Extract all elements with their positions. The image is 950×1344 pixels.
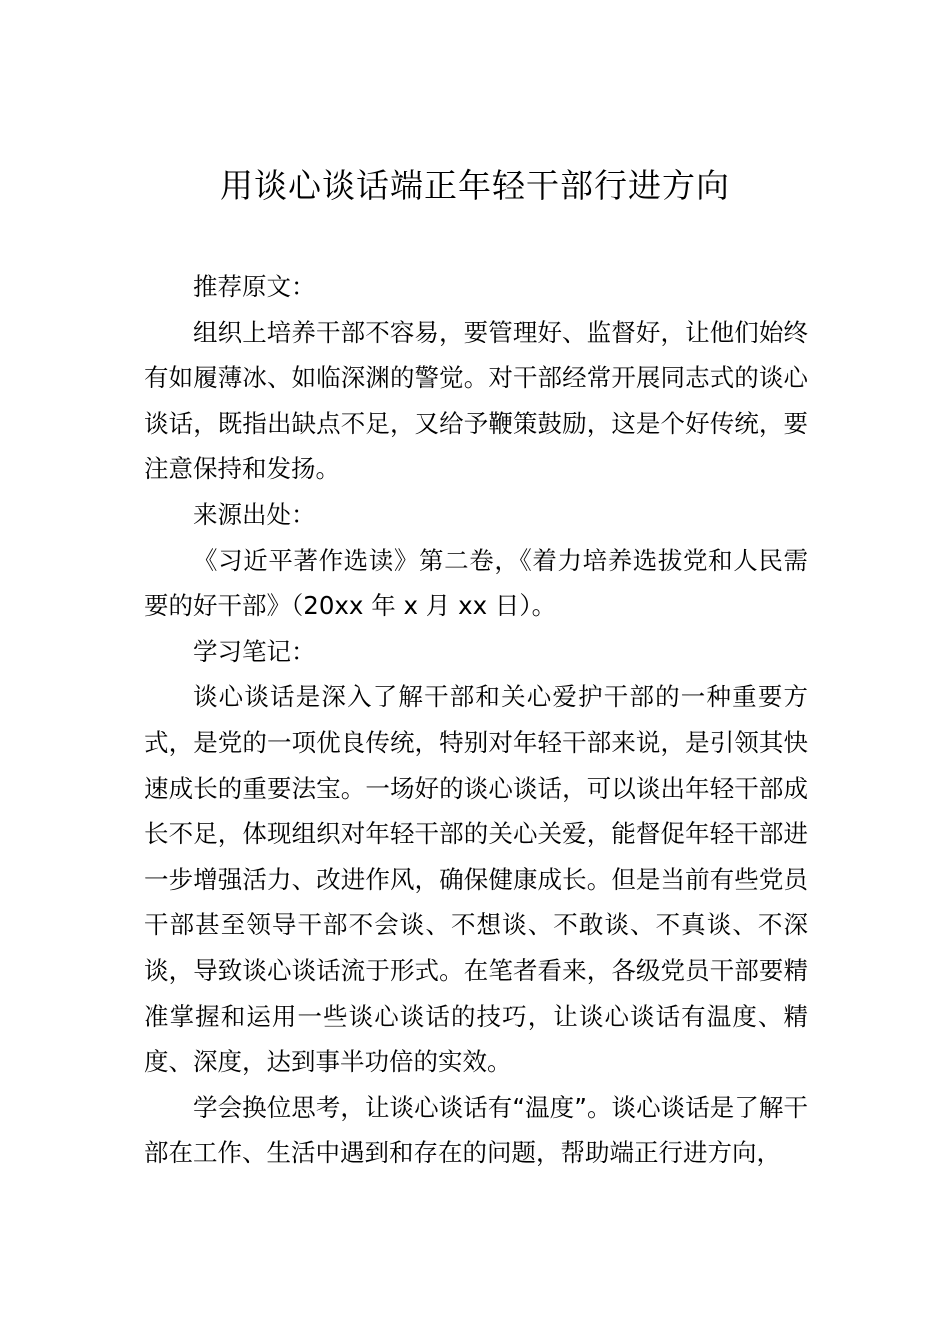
source-citation-paragraph: 《习近平著作选读》第二卷，《着力培养选拔党和人民需要的好干部》（20xx 年 x 月 xx 日）。 [144,545,808,621]
study-notes-paragraph: 谈心谈话是深入了解干部和关心爱护干部的一种重要方式，是党的一项优良传统，特别对年轻干部来说，是引领其快速成长的重要法宝。一场好的谈心谈话，可以谈出年轻干部成长不足，体现组织对年轻干部的关心关爱，能督促年轻干部进一步增强活力、改进作风，确保健康成长。但是当前有些党员干部甚至领导干部不会谈、不想谈、不敢谈、不真谈、不深谈，导致谈心谈话流于形式。在笔者看来，各级党员干部要精准掌握和运用一些谈心谈话的技巧，让谈心谈话有温度、精度、深度，达到事半功倍的实效。 [144,682,808,1077]
quoted-original-paragraph: 组织上培养干部不容易，要管理好、监督好，让他们始终有如履薄冰、如临深渊的警觉。对干部经常开展同志式的谈心谈话，既指出缺点不足，又给予鞭策鼓励，这是个好传统，要注意保持和发扬。 [144,317,808,484]
warmth-paragraph: 学会换位思考，让谈心谈话有“温度”。谈心谈话是了解干部在工作、生活中遇到和存在的问题，帮助端正行进方向， [144,1092,808,1168]
section-label-recommended-text: 推荐原文： [193,272,316,301]
section-label-study-notes: 学习笔记： [193,636,316,666]
document-title: 用谈心谈话端正年轻干部行进方向 [220,166,730,205]
document-body [144,264,808,1176]
section-label-source: 来源出处： [193,499,316,529]
